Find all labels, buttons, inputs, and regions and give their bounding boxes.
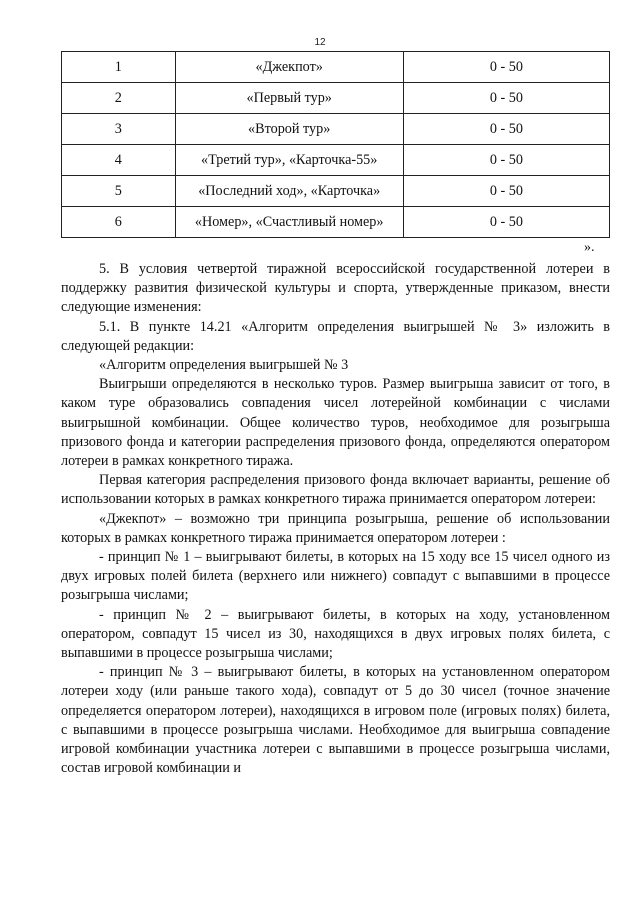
row-range-cell: 0 - 50 bbox=[403, 52, 609, 83]
row-number-cell: 1 bbox=[62, 52, 176, 83]
paragraph-subitem-5-1: 5.1. В пункте 14.21 «Алгоритм определения выигрышей № 3» изложить в следующей редакции: bbox=[61, 318, 610, 354]
paragraph-algorithm-heading: «Алгоритм определения выигрышей № 3 bbox=[99, 357, 349, 374]
paragraph-tours-description: Выигрыши определяются в несколько туров. Размер выигрыша зависит от того, в каком туре образовались совпадения чисел лотерейной комбинации с числами выигрышной комбинации. Общее количество туров, необходимое для розыгрыша призового фонда и категории распределения призового фонда, определяются оператором лотереи в рамках конкретного тиража. bbox=[61, 376, 610, 470]
page-number: 12 bbox=[314, 37, 326, 48]
table-row bbox=[62, 207, 610, 238]
row-number-cell: 3 bbox=[62, 114, 176, 145]
table-row bbox=[62, 176, 610, 207]
paragraph-item-5: 5. В условия четвертой тиражной всероссийской государственной лотереи в поддержку развития физической культуры и спорта, утвержденные приказом, внести следующие изменения: bbox=[61, 261, 610, 316]
row-range-cell: 0 - 50 bbox=[403, 145, 609, 176]
row-range-cell: 0 - 50 bbox=[403, 83, 609, 114]
paragraph-principle-2: - принцип № 2 – выигрывают билеты, в которых на ходу, установленном оператором, совпадут 15 чисел из 30, находящихся в двух игровых полях билета, с выпавшими в процессе розыгрыша числами; bbox=[61, 606, 610, 662]
row-number-cell: 6 bbox=[62, 207, 176, 238]
row-name-cell: «Первый тур» bbox=[175, 83, 403, 114]
row-name-cell: «Номер», «Счастливый номер» bbox=[175, 207, 403, 238]
closing-quote-mark: ». bbox=[584, 240, 595, 255]
paragraph-first-category: Первая категория распределения призового фонда включает варианты, решение об использовании которых в рамках конкретного тиража принимается оператором лотереи: bbox=[61, 472, 610, 508]
paragraph-jackpot: «Джекпот» – возможно три принципа розыгрыша, решение об использовании которых в рамках конкретного тиража принимается оператором лотереи : bbox=[61, 510, 610, 546]
row-number-cell: 4 bbox=[62, 145, 176, 176]
row-range-cell: 0 - 50 bbox=[403, 207, 609, 238]
table-row bbox=[62, 145, 610, 176]
table-row bbox=[62, 83, 610, 114]
prize-category-table bbox=[61, 51, 610, 238]
row-name-cell: «Второй тур» bbox=[175, 114, 403, 145]
row-name-cell: «Последний ход», «Карточка» bbox=[175, 176, 403, 207]
paragraph-principle-1: - принцип № 1 – выигрывают билеты, в которых на 15 ходу все 15 чисел одного из двух игровых полей билета (верхнего или нижнего) совпадут с выпавшими в процессе розыгрыша числами; bbox=[61, 549, 610, 604]
row-range-cell: 0 - 50 bbox=[403, 114, 609, 145]
document-body bbox=[61, 260, 610, 778]
paragraph-principle-3: - принцип № 3 – выигрывают билеты, в которых на установленном оператором лотереи ходу (или раньше такого хода), совпадут от 5 до 30 чисел (точное значение определяется оператором лотереи), находящихся в игровом поле (игровых полях) билета, с выпавшими в процессе розыгрыша числами. Необходимое для выигрыша совпадение игровой комбинации участника лотереи с выпавшими в процессе розыгрыша числами, состав игровой комбинации и bbox=[61, 664, 610, 777]
row-number-cell: 2 bbox=[62, 83, 176, 114]
row-number-cell: 5 bbox=[62, 176, 176, 207]
row-name-cell: «Третий тур», «Карточка-55» bbox=[175, 145, 403, 176]
table-row bbox=[62, 114, 610, 145]
row-range-cell: 0 - 50 bbox=[403, 176, 609, 207]
row-name-cell: «Джекпот» bbox=[175, 52, 403, 83]
table-row bbox=[62, 52, 610, 83]
